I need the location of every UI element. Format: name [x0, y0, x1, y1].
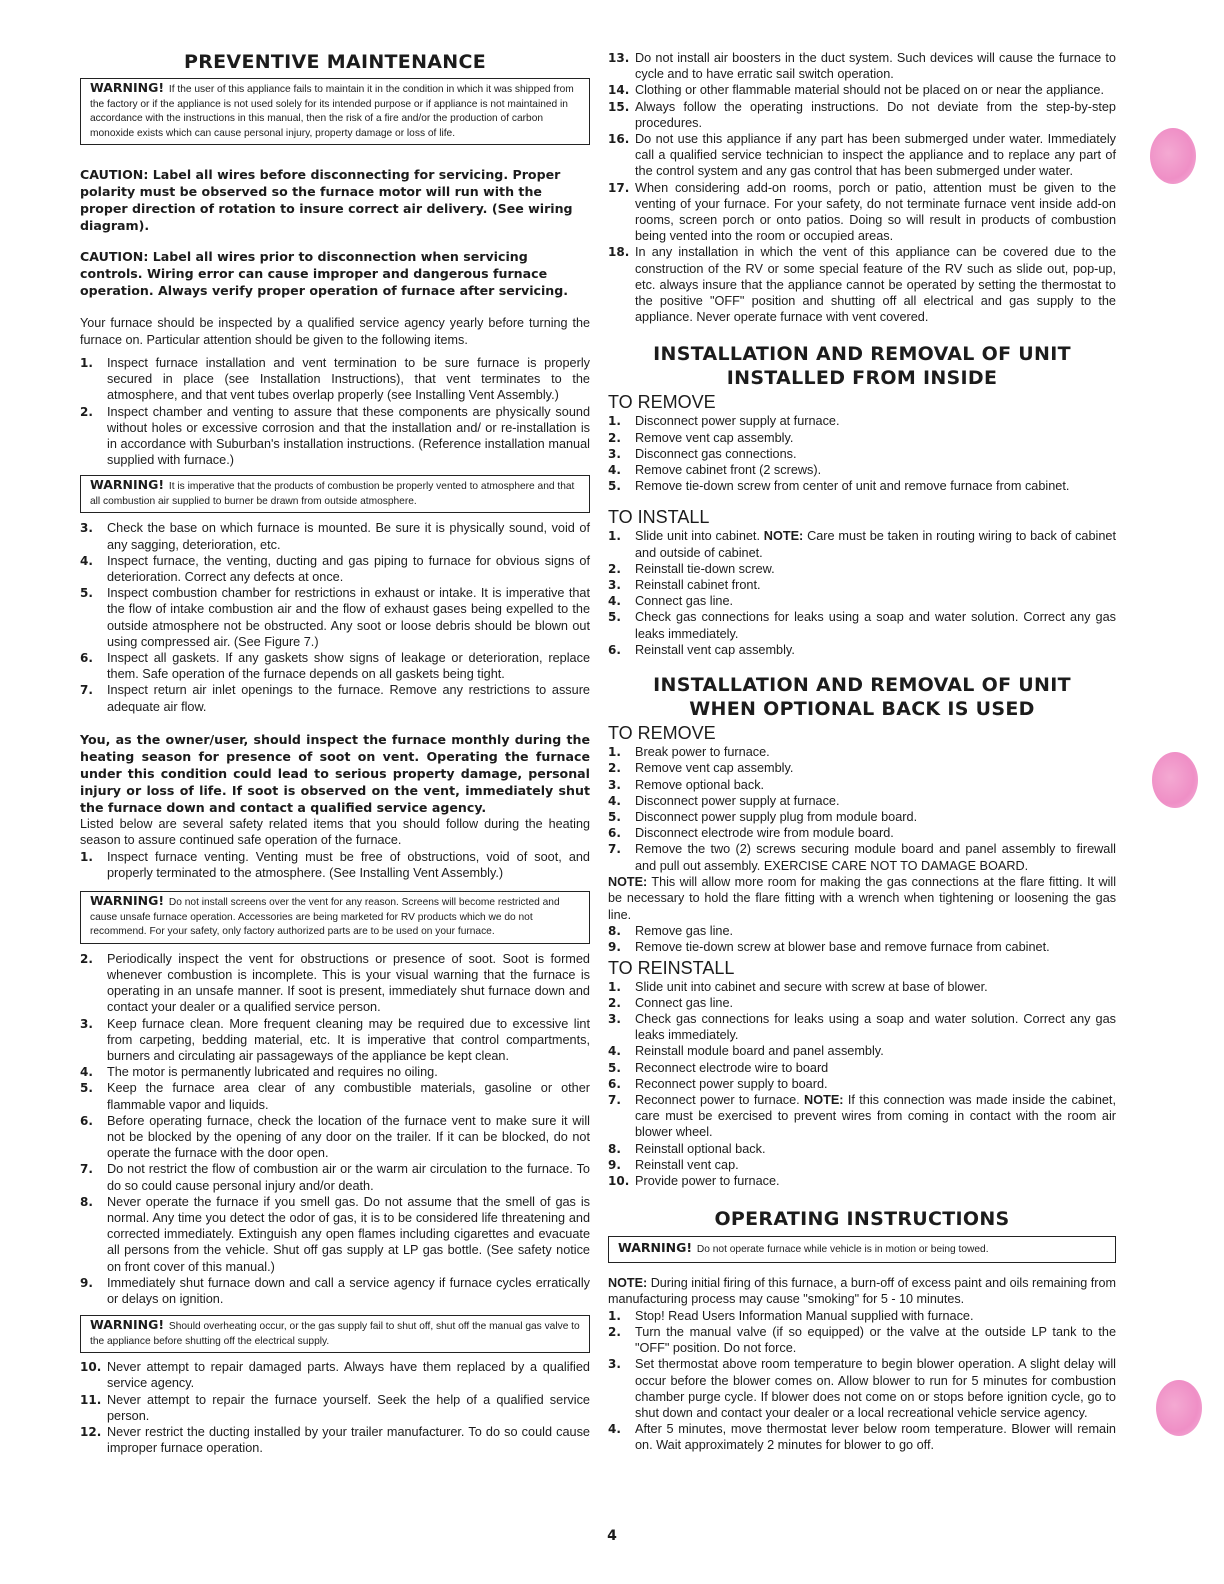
list-item: 4. Reinstall module board and panel assembly.	[608, 1044, 884, 1059]
list-item: 5. Remove tie-down screw from center of unit and remove furnace from cabinet.	[608, 479, 1070, 494]
warning-box-screens	[80, 891, 590, 944]
list-item: 4. Inspect furnace, the venting, ducting and gas piping to furnace for obvious signs of deterioration. Correct any defects at once.	[80, 553, 590, 585]
binder-hole-top	[1150, 128, 1196, 184]
safety-list-a	[80, 849, 590, 881]
warning-label: WARNING!	[90, 1317, 165, 1333]
list-item: 2. Remove vent cap assembly.	[608, 430, 794, 445]
list-item: 2. Turn the manual valve (if so equipped) or the valve at the outside LP tank to the "OFF" position. Do not force.	[608, 1324, 1116, 1356]
warning-label: WARNING!	[90, 477, 165, 493]
list-item: 9. Immediately shut furnace down and call a service agency if furnace cycles erratically or delays on ignition.	[80, 1275, 590, 1307]
list-item: 9. Remove tie-down screw at blower base and remove furnace from cabinet.	[608, 940, 1050, 955]
remove-back-list-b	[608, 923, 1116, 955]
install-back-title-line1: INSTALLATION AND REMOVAL OF UNIT	[653, 674, 1071, 697]
to-remove-heading: TO REMOVE	[608, 723, 716, 744]
warning-label: WARNING!	[90, 893, 165, 909]
safety-items-intro: Listed below are several safety related items that you should follow during the heating season to assure continued safe operation of the furnace.	[80, 816, 590, 848]
list-item: 6. Before operating furnace, check the location of the furnace vent to make sure it will not be blocked by the opening of any door on the trailer. If it can be blocked, do not operate the furnace with the door open.	[80, 1113, 590, 1161]
list-item: 5. Reconnect electrode wire to board	[608, 1060, 829, 1075]
list-item: 6. Inspect all gaskets. If any gaskets show signs of leakage or deterioration, replace them. Safe operation of the furnace depends on all gaskets being tight.	[80, 651, 590, 682]
warning-label: WARNING!	[90, 80, 165, 95]
install-back-heading	[608, 673, 1116, 721]
list-item: 4. Remove cabinet front (2 screws).	[608, 463, 822, 478]
list-item: 16. Do not use this appliance if any part has been submerged under water. Immediately call a qualified service technician to inspect the appliance and to replace any part of the control system and any gas control that has been submerged under water.	[608, 132, 1116, 179]
list-item: 4. Disconnect power supply at furnace.	[608, 793, 840, 808]
list-item: 2. Remove vent cap assembly.	[608, 761, 794, 776]
list-item: 2. Inspect chamber and venting to assure that these components are physically sound without holes or excessive corrosion and that the installation and/ or re-installation is in accordance with Suburban's installation instructions. (Reference installation manual supplied with furnace.)	[80, 404, 590, 468]
to-reinstall-heading: TO REINSTALL	[608, 957, 735, 978]
list-item: 1. Slide unit into cabinet and secure with screw at base of blower.	[608, 979, 988, 994]
safety-list-b	[80, 951, 590, 1307]
list-item: 15. Always follow the operating instructions. Do not deviate from the step-by-step procedures.	[608, 99, 1116, 130]
install-inside-heading	[608, 342, 1116, 390]
list-item: 14. Clothing or other flammable material should not be placed on or near the appliance.	[608, 83, 1105, 98]
warning-box-maintain	[80, 78, 590, 145]
install-inside-title-line2: INSTALLED FROM INSIDE	[726, 367, 998, 390]
install-inside-list	[608, 528, 1116, 658]
list-item: 2. Reinstall tie-down screw.	[608, 561, 775, 576]
list-item: 6. Reinstall vent cap assembly.	[608, 642, 795, 657]
list-item: 2. Periodically inspect the vent for obstructions or presence of soot. Soot is formed whenever combustion is incomplete. This is your visual warning that the furnace is operating in an unsafe manner. If soot is present, immediately shut furnace down and contact your dealer or a qualified service person.	[80, 951, 590, 1015]
list-item: 7. Do not restrict the flow of combustion air or the warm air circulation to the furnace. To do so could cause personal injury and/or death.	[80, 1162, 590, 1193]
list-item: 8. Remove gas line.	[608, 924, 734, 939]
inspection-list-b	[80, 520, 590, 714]
safety-list-c	[80, 1359, 590, 1456]
list-item: 7. Reconnect power to furnace. NOTE: If this connection was made inside the cabinet, care must be exercised to prevent wires from coming in contact with the room air blower wheel.	[608, 1093, 1116, 1140]
right-column	[608, 50, 1116, 1454]
warning-text: It is imperative that the products of combustion be properly vented to atmosphere and that all combustion air supplied to burner be drawn from outside atmosphere.	[90, 481, 575, 507]
install-inside-title-line1: INSTALLATION AND REMOVAL OF UNIT	[653, 343, 1071, 366]
list-item: 1. Inspect furnace venting. Venting must be free of obstructions, void of soot, and properly terminated to the atmosphere. (See Installing Vent Assembly.)	[80, 849, 590, 881]
list-item: 7. Remove the two (2) screws securing module board and panel assembly to firewall and pull out assembly. EXERCISE CARE NOT TO DAMAGE BOARD.	[608, 842, 1116, 873]
list-item: 3. Remove optional back.	[608, 777, 765, 792]
list-item: 18. In any installation in which the vent of this appliance can be covered due to the construction of the RV or some special feature of the RV such as slide out, pop-up, etc. always insure that the appliance cannot be operated by setting the thermostat to the positive "OFF" position and shutting off all electrical and gas supply to the appliance. Never operate furnace with vent covered.	[608, 245, 1116, 325]
preventive-maintenance-title: PREVENTIVE MAINTENANCE	[184, 51, 486, 73]
list-item: 2. Connect gas line.	[608, 995, 734, 1010]
list-item: 4. The motor is permanently lubricated and requires no oiling.	[80, 1065, 438, 1080]
list-item: 9. Reinstall vent cap.	[608, 1157, 739, 1172]
list-item: 6. Disconnect electrode wire from module board.	[608, 826, 894, 841]
operating-list	[608, 1308, 1116, 1454]
inspection-intro: Your furnace should be inspected by a qualified service agency yearly before turning the furnace on. Particular attention should be given to the following items.	[80, 316, 590, 347]
list-item: 1. Slide unit into cabinet. NOTE: Care must be taken in routing wiring to back of cabinet and outside of cabinet.	[608, 529, 1116, 560]
to-install-heading: TO INSTALL	[608, 507, 710, 528]
list-item: 3. Reinstall cabinet front.	[608, 578, 761, 593]
list-item: 1. Inspect furnace installation and vent termination to be sure furnace is properly secured in place (see Installation Instructions), that vent terminates to the atmosphere, and that vent tubes overlap properly (see Installing Vent Assembly.)	[80, 356, 590, 403]
list-item: 11. Never attempt to repair the furnace yourself. Seek the help of a qualified service person.	[80, 1392, 590, 1423]
flare-fitting-note: NOTE: This will allow more room for making the gas connections at the flare fitting. It will be necessary to hold the flare fitting with a wrench when tightening or loosening the gas line.	[608, 874, 1116, 922]
operating-instructions-title: OPERATING INSTRUCTIONS	[714, 1208, 1010, 1231]
safety-list-d	[608, 50, 1116, 325]
list-item: 5. Inspect combustion chamber for restrictions in exhaust or intake. It is imperative that the flow of intake combustion air and the flow of exhaust gases being expelled to the outside atmosphere not be obstructed. Any soot or loose debris should be blown out using compressed air. (See Figure 7.)	[80, 586, 590, 649]
caution-label-controls: CAUTION: Label all wires prior to disconnection when servicing controls. Wiring error can cause improper and dangerous furnace operation. Always verify proper operation of furnace after servicing.	[80, 249, 569, 298]
list-item: 3. Keep furnace clean. More frequent cleaning may be required due to excessive lint from carpeting, bedding material, etc. It is imperative that control compartments, burners and circulating air passageways of the appliance be kept clean.	[80, 1016, 590, 1063]
list-item: 13. Do not install air boosters in the duct system. Such devices will cause the furnace to cycle and to have erratic sail switch operation.	[608, 51, 1116, 82]
warning-box-overheating	[80, 1315, 590, 1353]
list-item: 3. Disconnect gas connections.	[608, 446, 797, 461]
list-item: 6. Reconnect power supply to board.	[608, 1076, 828, 1091]
list-item: 17. When considering add-on rooms, porch or patio, attention must be given to the venting of your furnace. For your safety, do not terminate furnace vent inside add-on rooms, screen porch or onto patios. Doing so will result in products of combustion being vented into the room or occupied areas.	[608, 180, 1116, 244]
list-item: 3. Check gas connections for leaks using a soap and water solution. Correct any gas leaks immediately.	[608, 1012, 1116, 1043]
list-item: 10. Never attempt to repair damaged parts. Always have them replaced by a qualified service agency.	[80, 1360, 590, 1391]
list-item: 12. Never restrict the ducting installed by your trailer manufacturer. To do so could cause improper furnace operation.	[80, 1425, 590, 1456]
inspection-list-a	[80, 355, 590, 468]
install-back-title-line2: WHEN OPTIONAL BACK IS USED	[689, 698, 1035, 721]
list-item: 10. Provide power to furnace.	[608, 1174, 780, 1189]
remove-back-list	[608, 744, 1116, 874]
list-item: 7. Inspect return air inlet openings to the furnace. Remove any restrictions to assure adequate air flow.	[80, 683, 590, 714]
list-item: 1. Stop! Read Users Information Manual supplied with furnace.	[608, 1308, 974, 1323]
binder-hole-middle	[1152, 752, 1198, 808]
to-remove-heading: TO REMOVE	[608, 392, 716, 413]
list-item: 3. Set thermostat above room temperature to begin blower operation. A slight delay will occur before the blower comes on. Allow blower to run for 5 minutes for combustion chamber purge cycle. If blower does not come on or stops before ignition cycle, go to shut down and contact your dealer or a local recreational vehicle service agency.	[608, 1357, 1116, 1420]
remove-inside-list	[608, 413, 1116, 494]
list-item: 4. After 5 minutes, move thermostat lever below room temperature. Blower will remain on. Wait approximately 2 minutes for blower to go off.	[608, 1422, 1116, 1453]
list-item: 8. Reinstall optional back.	[608, 1141, 766, 1156]
list-item: 8. Never operate the furnace if you smell gas. Do not assume that the smell of gas is normal. Any time you detect the odor of gas, it is to be considered life threatening and corrected immediately. Extinguish any open flames including cigarettes and evacuate all persons from the vehicle. Shut off gas supply at LP gas bottle. (See safety notice on front cover of this manual.)	[80, 1194, 590, 1274]
left-column	[80, 50, 590, 1456]
list-item: 5. Check gas connections for leaks using a soap and water solution. Correct any gas leaks immediately.	[608, 610, 1116, 641]
list-item: 1. Disconnect power supply at furnace.	[608, 414, 840, 429]
warning-box-motion	[608, 1236, 1116, 1263]
warning-label: WARNING!	[618, 1240, 693, 1256]
reinstall-list	[608, 979, 1116, 1190]
warning-text: If the user of this appliance fails to maintain it in the condition in which it was shipped from the factory or if the appliance is not used solely for its intended purpose or if appliance is not maintained in accordance with the instructions in this manual, then the risk of a fire and/or the production of carbon monoxide exists which can cause personal injury, property damage or loss of life.	[90, 84, 574, 139]
list-item: 5. Disconnect power supply plug from module board.	[608, 809, 918, 824]
list-item: 5. Keep the furnace area clear of any combustible materials, gasoline or other flammable vapor and liquids.	[80, 1081, 590, 1112]
list-item: 3. Check the base on which furnace is mounted. Be sure it is physically sound, void of any sagging, deterioration, etc.	[80, 521, 590, 552]
warning-box-vented	[80, 475, 590, 513]
caution-label-wires: CAUTION: Label all wires before disconnecting for servicing. Proper polarity must be observed so the furnace motor will run with the proper direction of rotation to insure correct air delivery. (See wiring diagram).	[80, 167, 573, 233]
warning-text: Should overheating occur, or the gas supply fail to shut off, shut off the manual gas valve to the appliance before shutting off the electrical supply.	[90, 1321, 580, 1347]
owner-inspection-warning: You, as the owner/user, should inspect the furnace monthly during the heating season for presence of soot on vent. Operating the furnace under this condition could lead to serious property damage, personal injury or loss of life. If soot is observed on the vent, immediately shut the furnace down and contact a qualified service agency.	[80, 731, 590, 815]
list-item: 4. Connect gas line.	[608, 594, 734, 609]
binder-hole-bottom	[1156, 1380, 1202, 1436]
warning-text: Do not install screens over the vent for any reason. Screens will become restricted and cause unsafe furnace operation. Accessories are being marketed for RV products which we do not recommend. For your safety, only factory authorized parts are to be used on your furnace.	[90, 897, 560, 938]
burn-off-note: NOTE: During initial firing of this furnace, a burn-off of excess paint and oils remaining from manufacturing process may cause "smoking" for 5 - 10 minutes.	[608, 1275, 1116, 1307]
warning-text: Do not operate furnace while vehicle is in motion or being towed.	[696, 1244, 989, 1256]
page-number: 4	[607, 1528, 617, 1544]
list-item: 1. Break power to furnace.	[608, 745, 770, 760]
